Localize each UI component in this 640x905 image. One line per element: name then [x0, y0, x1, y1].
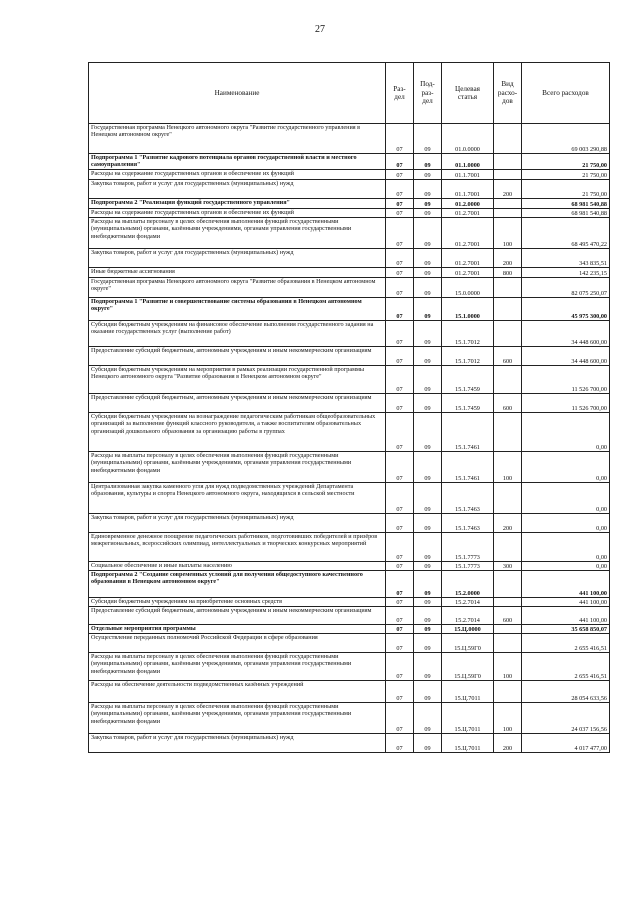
row-section: 07: [386, 278, 414, 298]
row-name: Расходы на обеспечение деятельности подведомственных казённых учреждений: [89, 681, 386, 703]
row-target: 15.1.7459: [442, 366, 494, 394]
row-amount: 45 975 300,00: [522, 298, 610, 321]
row-name: Расходы на выплаты персоналу в целях обеспечения выполнения функций государственными (муниципальными) органами, казёнными учреждениями, органами управления государственными внебюджетными фондами: [89, 218, 386, 249]
row-section: 07: [386, 347, 414, 366]
row-section: 07: [386, 533, 414, 562]
row-section: 07: [386, 249, 414, 268]
table-row: [89, 483, 610, 514]
row-name: Расходы на содержание государственных органов и обеспечение их функций: [89, 170, 386, 180]
row-section: 07: [386, 268, 414, 278]
row-target: 01.2.7001: [442, 268, 494, 278]
row-section: 07: [386, 607, 414, 625]
row-expense-type: [494, 533, 522, 562]
row-section: 07: [386, 734, 414, 753]
row-subsection: 09: [414, 124, 442, 154]
header-total: Всего расходов: [522, 63, 610, 124]
row-expense-type: [494, 634, 522, 653]
row-section: 07: [386, 653, 414, 681]
row-expense-type: 100: [494, 218, 522, 249]
table-row: [89, 634, 610, 653]
row-section: 07: [386, 634, 414, 653]
row-amount: 21 750,00: [522, 170, 610, 180]
row-name: Расходы на содержание государственных органов и обеспечение их функций: [89, 209, 386, 218]
row-expense-type: [494, 154, 522, 170]
row-subsection: 09: [414, 394, 442, 413]
row-subsection: 09: [414, 413, 442, 452]
expenditure-table: [88, 62, 610, 753]
row-amount: 68 981 540,88: [522, 209, 610, 218]
row-subsection: 09: [414, 562, 442, 571]
page-number: 27: [315, 24, 325, 35]
row-name: Отдельные мероприятия программы: [89, 625, 386, 634]
table-row: [89, 598, 610, 607]
row-expense-type: [494, 366, 522, 394]
row-name: Закупка товаров, работ и услуг для государственных (муниципальных) нужд: [89, 249, 386, 268]
row-section: 07: [386, 366, 414, 394]
row-target: 15.Ц.59Г0: [442, 653, 494, 681]
row-target: 01.2.7001: [442, 249, 494, 268]
row-target: 01.1.0000: [442, 154, 494, 170]
row-name: Субсидии бюджетным учреждениям на финансовое обеспечение выполнения государственного задания на оказание государственных услуг (выполнение работ): [89, 321, 386, 347]
row-expense-type: 300: [494, 562, 522, 571]
row-section: 07: [386, 703, 414, 734]
table-row: [89, 413, 610, 452]
row-amount: 343 835,51: [522, 249, 610, 268]
row-subsection: 09: [414, 533, 442, 562]
table-row: [89, 562, 610, 571]
row-target: 15.Ц.7011: [442, 681, 494, 703]
row-expense-type: 200: [494, 514, 522, 533]
row-subsection: 09: [414, 321, 442, 347]
row-subsection: 09: [414, 278, 442, 298]
row-subsection: 09: [414, 218, 442, 249]
table-row: [89, 394, 610, 413]
row-subsection: 09: [414, 209, 442, 218]
row-subsection: 09: [414, 625, 442, 634]
row-name: Предоставление субсидий бюджетным, автономным учреждениям и иным некоммерческим организациям: [89, 607, 386, 625]
row-target: 15.Ц.0000: [442, 625, 494, 634]
row-section: 07: [386, 413, 414, 452]
row-target: 15.1.7773: [442, 533, 494, 562]
row-amount: 142 235,15: [522, 268, 610, 278]
row-amount: 82 075 250,07: [522, 278, 610, 298]
table-row: [89, 268, 610, 278]
row-amount: 2 655 416,51: [522, 634, 610, 653]
row-expense-type: [494, 413, 522, 452]
row-section: 07: [386, 199, 414, 209]
row-expense-type: [494, 321, 522, 347]
row-subsection: 09: [414, 598, 442, 607]
table-row: [89, 170, 610, 180]
table-row: [89, 452, 610, 483]
row-expense-type: [494, 199, 522, 209]
row-expense-type: [494, 598, 522, 607]
row-target: 15.1.0000: [442, 298, 494, 321]
row-amount: 21 750,00: [522, 180, 610, 199]
table-row: [89, 734, 610, 753]
row-expense-type: 100: [494, 653, 522, 681]
row-name: Подпрограмма 1 "Развитие кадрового потенциала органов государственной власти и местного самоуправления": [89, 154, 386, 170]
row-name: Закупка товаров, работ и услуг для государственных (муниципальных) нужд: [89, 514, 386, 533]
row-amount: 69 003 290,88: [522, 124, 610, 154]
table-body: [89, 124, 610, 753]
row-amount: 68 495 470,22: [522, 218, 610, 249]
table-row: [89, 625, 610, 634]
row-expense-type: 200: [494, 180, 522, 199]
row-target: 15.2.7014: [442, 598, 494, 607]
row-amount: 34 448 600,00: [522, 321, 610, 347]
table-row: [89, 321, 610, 347]
row-amount: 2 655 416,51: [522, 653, 610, 681]
table-row: [89, 366, 610, 394]
row-expense-type: [494, 483, 522, 514]
row-subsection: 09: [414, 170, 442, 180]
row-amount: 11 526 700,00: [522, 394, 610, 413]
row-section: 07: [386, 562, 414, 571]
row-name: Централизованная закупка каменного угля для нужд подведомственных учреждений Департамента образования, культуры и спорта Ненецкого автономного округа, находящихся в сельской местности: [89, 483, 386, 514]
row-subsection: 09: [414, 154, 442, 170]
row-target: 01.1.7001: [442, 180, 494, 199]
row-target: 01.1.7001: [442, 170, 494, 180]
row-expense-type: [494, 625, 522, 634]
row-name: Единовременное денежное поощрение педагогических работников, подготовивших победителей и призёров межрегиональных, всероссийских олимпиад, интеллектуальных и творческих конкурсных мероприятий: [89, 533, 386, 562]
row-name: Закупка товаров, работ и услуг для государственных (муниципальных) нужд: [89, 180, 386, 199]
row-amount: 0,00: [522, 533, 610, 562]
row-amount: 11 526 700,00: [522, 366, 610, 394]
row-amount: 0,00: [522, 452, 610, 483]
row-target: 15.Ц.7011: [442, 703, 494, 734]
row-section: 07: [386, 681, 414, 703]
row-amount: 4 017 477,00: [522, 734, 610, 753]
table-row: [89, 681, 610, 703]
row-target: 01.0.0000: [442, 124, 494, 154]
row-target: 15.1.7461: [442, 413, 494, 452]
row-amount: 441 100,00: [522, 571, 610, 598]
row-target: 15.Ц.59Г0: [442, 634, 494, 653]
row-expense-type: [494, 170, 522, 180]
row-subsection: 09: [414, 298, 442, 321]
table-row: [89, 199, 610, 209]
row-expense-type: [494, 298, 522, 321]
table-row: [89, 278, 610, 298]
row-amount: 68 981 540,88: [522, 199, 610, 209]
row-name: Иные бюджетные ассигнования: [89, 268, 386, 278]
row-amount: 34 448 600,00: [522, 347, 610, 366]
row-name: Подпрограмма 1 "Развитие и совершенствование системы образования в Ненецком автономном округе": [89, 298, 386, 321]
row-section: 07: [386, 452, 414, 483]
row-section: 07: [386, 514, 414, 533]
row-amount: 0,00: [522, 413, 610, 452]
row-subsection: 09: [414, 180, 442, 199]
row-subsection: 09: [414, 734, 442, 753]
row-section: 07: [386, 170, 414, 180]
row-target: 15.1.7012: [442, 321, 494, 347]
row-amount: 0,00: [522, 562, 610, 571]
table-row: [89, 249, 610, 268]
table-row: [89, 607, 610, 625]
row-amount: 24 037 156,56: [522, 703, 610, 734]
row-section: 07: [386, 124, 414, 154]
row-expense-type: 600: [494, 394, 522, 413]
table-row: [89, 124, 610, 154]
table-row: [89, 180, 610, 199]
row-name: Субсидии бюджетным учреждениям на мероприятия в рамках реализации государственной программы Ненецкого автономного округа "Развитие образования в Ненецком автономном округе": [89, 366, 386, 394]
row-section: 07: [386, 394, 414, 413]
table-row: [89, 209, 610, 218]
row-section: 07: [386, 598, 414, 607]
row-expense-type: 200: [494, 249, 522, 268]
row-section: 07: [386, 483, 414, 514]
row-section: 07: [386, 218, 414, 249]
row-expense-type: 800: [494, 268, 522, 278]
row-name: Предоставление субсидий бюджетным, автономным учреждениям и иным некоммерческим организациям: [89, 394, 386, 413]
row-name: Подпрограмма 2 "Создание современных условий для получения общедоступного качественного образования в Ненецком автономном округе": [89, 571, 386, 598]
row-name: Подпрограмма 2 "Реализация функций государственного управления": [89, 199, 386, 209]
row-amount: 0,00: [522, 483, 610, 514]
row-amount: 28 054 633,56: [522, 681, 610, 703]
row-subsection: 09: [414, 653, 442, 681]
row-subsection: 09: [414, 703, 442, 734]
row-expense-type: 100: [494, 452, 522, 483]
row-section: 07: [386, 180, 414, 199]
header-target: Целевая статья: [442, 63, 494, 124]
row-subsection: 09: [414, 452, 442, 483]
table-row: [89, 154, 610, 170]
row-subsection: 09: [414, 268, 442, 278]
row-expense-type: [494, 124, 522, 154]
row-name: Закупка товаров, работ и услуг для государственных (муниципальных) нужд: [89, 734, 386, 753]
row-subsection: 09: [414, 199, 442, 209]
row-section: 07: [386, 298, 414, 321]
row-name: Субсидии бюджетным учреждениям на приобретение основных средств: [89, 598, 386, 607]
row-section: 07: [386, 209, 414, 218]
row-name: Расходы на выплаты персоналу в целях обеспечения выполнения функций государственными (муниципальными) органами, казёнными учреждениями, органами управления государственными внебюджетными фондами: [89, 452, 386, 483]
table-header-row: [89, 63, 610, 124]
table-row: [89, 533, 610, 562]
row-expense-type: 600: [494, 607, 522, 625]
row-target: 15.1.7463: [442, 483, 494, 514]
row-target: 15.0.0000: [442, 278, 494, 298]
table-row: [89, 298, 610, 321]
row-target: 15.2.0000: [442, 571, 494, 598]
row-target: 01.2.7001: [442, 209, 494, 218]
row-subsection: 09: [414, 483, 442, 514]
row-amount: 0,00: [522, 514, 610, 533]
row-target: 15.1.7463: [442, 514, 494, 533]
row-name: Социальное обеспечение и иные выплаты населению: [89, 562, 386, 571]
row-expense-type: 600: [494, 347, 522, 366]
row-name: Государственная программа Ненецкого автономного округа "Развитие образования в Ненецком автономном округе": [89, 278, 386, 298]
row-target: 15.1.7461: [442, 452, 494, 483]
row-section: 07: [386, 625, 414, 634]
header-name: Наименование: [89, 63, 386, 124]
row-target: 01.2.7001: [442, 218, 494, 249]
table-row: [89, 571, 610, 598]
row-amount: 35 658 850,07: [522, 625, 610, 634]
row-target: 15.1.7459: [442, 394, 494, 413]
table-row: [89, 347, 610, 366]
table-row: [89, 218, 610, 249]
row-section: 07: [386, 154, 414, 170]
row-expense-type: 200: [494, 734, 522, 753]
row-expense-type: [494, 571, 522, 598]
row-subsection: 09: [414, 681, 442, 703]
header-section: Раз- дел: [386, 63, 414, 124]
row-subsection: 09: [414, 571, 442, 598]
row-name: Расходы на выплаты персоналу в целях обеспечения выполнения функций государственными (муниципальными) органами, казёнными учреждениями, органами управления государственными внебюджетными фондами: [89, 653, 386, 681]
row-name: Субсидии бюджетным учреждениям на вознаграждение педагогическим работникам общеобразовательных организаций за выполнение функций классного руководителя, а также воспитателям образовательных организаций дошкольного образования за организацию работы в группах: [89, 413, 386, 452]
row-target: 15.1.7773: [442, 562, 494, 571]
row-name: Расходы на выплаты персоналу в целях обеспечения выполнения функций государственными (муниципальными) органами, казёнными учреждениями, органами управления государственными внебюджетными фондами: [89, 703, 386, 734]
table-row: [89, 653, 610, 681]
row-target: 15.2.7014: [442, 607, 494, 625]
table-row: [89, 514, 610, 533]
row-subsection: 09: [414, 249, 442, 268]
row-expense-type: [494, 278, 522, 298]
row-name: Предоставление субсидий бюджетным, автономным учреждениям и иным некоммерческим организациям: [89, 347, 386, 366]
row-section: 07: [386, 571, 414, 598]
row-subsection: 09: [414, 634, 442, 653]
table-row: [89, 703, 610, 734]
row-section: 07: [386, 321, 414, 347]
row-target: 01.2.0000: [442, 199, 494, 209]
row-amount: 441 100,00: [522, 607, 610, 625]
header-subsection: Под- раз- дел: [414, 63, 442, 124]
row-expense-type: [494, 681, 522, 703]
row-amount: 441 100,00: [522, 598, 610, 607]
row-expense-type: 100: [494, 703, 522, 734]
row-amount: 21 750,00: [522, 154, 610, 170]
row-target: 15.Ц.7011: [442, 734, 494, 753]
row-name: Осуществление переданных полномочий Российской Федерации в сфере образования: [89, 634, 386, 653]
row-name: Государственная программа Ненецкого автономного округа "Развитие государственного управления в Ненецком автономном округе": [89, 124, 386, 154]
row-target: 15.1.7012: [442, 347, 494, 366]
row-subsection: 09: [414, 347, 442, 366]
header-expense-type: Вид расхо- дов: [494, 63, 522, 124]
row-subsection: 09: [414, 366, 442, 394]
row-expense-type: [494, 209, 522, 218]
row-subsection: 09: [414, 514, 442, 533]
row-subsection: 09: [414, 607, 442, 625]
